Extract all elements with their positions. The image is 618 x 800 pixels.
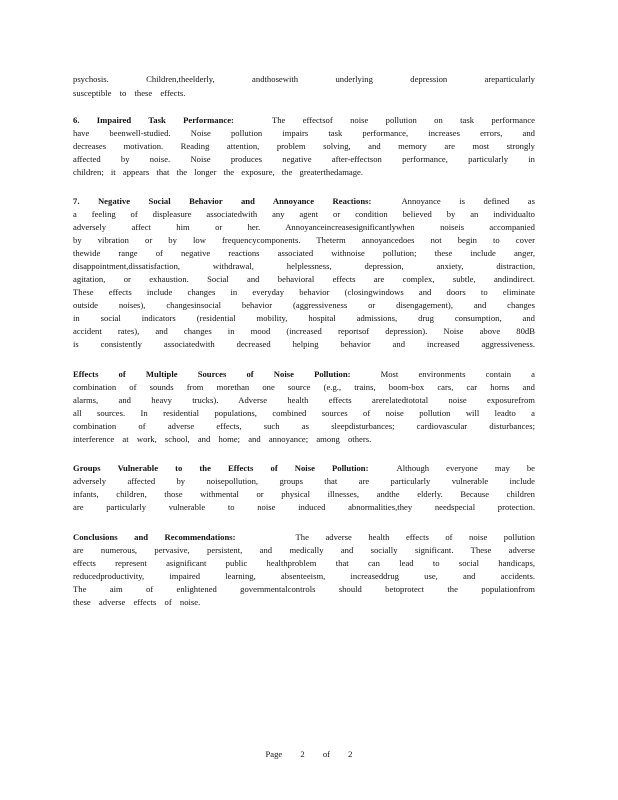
paragraph-line: combination of adverse effects, such as sleepdisturbances; cardiovascular disturbances; xyxy=(73,421,535,431)
paragraph-line: The aim of enlightened governmentalcontrols should betoprotect the populationfrom xyxy=(73,584,535,594)
section-heading: 6. Impaired Task Performance: xyxy=(73,115,234,125)
paragraph-line: have beenwell-studied. Noise pollution impairs task performance, increases errors, and xyxy=(73,128,535,138)
multiple-sources-line-1 xyxy=(73,369,535,380)
paragraph-line: a feeling of displeasure associatedwith any agent or condition believed by an individualto xyxy=(73,209,535,219)
paragraph-line: in social indicators (residential mobility, hospital admissions, drug consumption, and xyxy=(73,313,535,323)
section-heading: Effects of Multiple Sources of Noise Pollution: xyxy=(73,369,351,379)
section-heading: Conclusions and Recommendations: xyxy=(73,532,236,542)
paragraph-line: alarms, and heavy trucks). Adverse health effects arerelatedtototal noise exposurefrom xyxy=(73,395,535,405)
paragraph-line: psychosis. Children,theelderly, andthosewith underlying depression areparticularly xyxy=(73,74,535,84)
of-label: of xyxy=(322,749,331,759)
vulnerable-groups-line-1 xyxy=(73,463,535,474)
paragraph-line: by vibration or by low frequencycomponents. Theterm annoyancedoes not begin to cover xyxy=(73,235,535,245)
paragraph-line: are particularly vulnerable to noise induced abnormalities,they needspecial protection. xyxy=(73,502,535,512)
paragraph-line: infants, children, those withmental or physical illnesses, andthe elderly. Because children xyxy=(73,489,535,499)
paragraph-line: all sources. In residential populations, combined sources of noise pollution will leadto a xyxy=(73,408,535,418)
paragraph-line: effects represent asignificant public healthproblem that can lead to social handicaps, xyxy=(73,558,535,568)
paragraph-line: adversely affected by noisepollution, groups that are particularly vulnerable include xyxy=(73,476,535,486)
conclusions-line-1 xyxy=(73,532,535,543)
paragraph-line: decreases motivation. Reading attention, problem solving, and memory are most strongly xyxy=(73,141,535,151)
section-text: Annoyance is defined as xyxy=(401,196,536,206)
page-label: Page xyxy=(265,749,283,759)
paragraph-line: These effects include changes in everyday behavior (closingwindows and doors to eliminate xyxy=(73,287,535,297)
paragraph-line: disappointment,dissatisfaction, withdrawal, helplessness, depression, anxiety, distraction, xyxy=(73,261,535,271)
paragraph-line: interference at work, school, and home; and annoyance; among others. xyxy=(73,434,372,444)
paragraph-line: is consistently associatedwith decreased helping behavior and increased aggressiveness. xyxy=(73,339,535,349)
paragraph-line: agitation, or exhaustion. Social and behavioral effects are complex, subtle, andindirect. xyxy=(73,274,535,284)
paragraph-line: combination of sounds from morethan one source (e.g., trains, boom-box cars, car horns and xyxy=(73,382,535,392)
section-heading: 7. Negative Social Behavior and Annoyance Reactions: xyxy=(73,196,372,206)
paragraph-line: are numerous, pervasive, persistent, and medically and socially significant. These adverse xyxy=(73,545,535,555)
paragraph-line: affected by noise. Noise produces negative after-effectson performance, particularly in xyxy=(73,154,535,164)
paragraph-line: adversely affect him or her. Annoyanceincreasesignificantlywhen noiseis accompanied xyxy=(73,222,535,232)
paragraph-line: reducedproductivity, impaired learning, absenteeism, increaseddrug use, and accidents. xyxy=(73,571,535,581)
section-text: The effectsof noise pollution on task performance xyxy=(271,115,535,125)
section-6-line-1 xyxy=(73,115,535,126)
page-footer xyxy=(0,749,618,759)
section-text: Although everyone may be xyxy=(396,463,535,473)
section-heading: Groups Vulnerable to the Effects of Noise Pollution: xyxy=(73,463,369,473)
section-text: The adverse health effects of noise pollution xyxy=(295,532,535,542)
section-7-line-1 xyxy=(73,196,535,207)
paragraph-line: outside noises), changesinsocial behavior (aggressiveness or disengagement), and changes xyxy=(73,300,535,310)
paragraph-line: thewide range of negative reactions associated withnoise pollution; these include anger, xyxy=(73,248,535,258)
paragraph-line: susceptible to these effects. xyxy=(73,88,186,98)
section-text: Most environments contain a xyxy=(380,369,535,379)
paragraph-line: children; it appears that the longer the exposure, the greaterthedamage. xyxy=(73,167,364,177)
paragraph-line: these adverse effects of noise. xyxy=(73,597,201,607)
total-pages: 2 xyxy=(348,749,353,759)
paragraph-line: accident rates), and changes in mood (increased reportsof depression). Noise above 80dB xyxy=(73,326,535,336)
page-number: 2 xyxy=(300,749,305,759)
